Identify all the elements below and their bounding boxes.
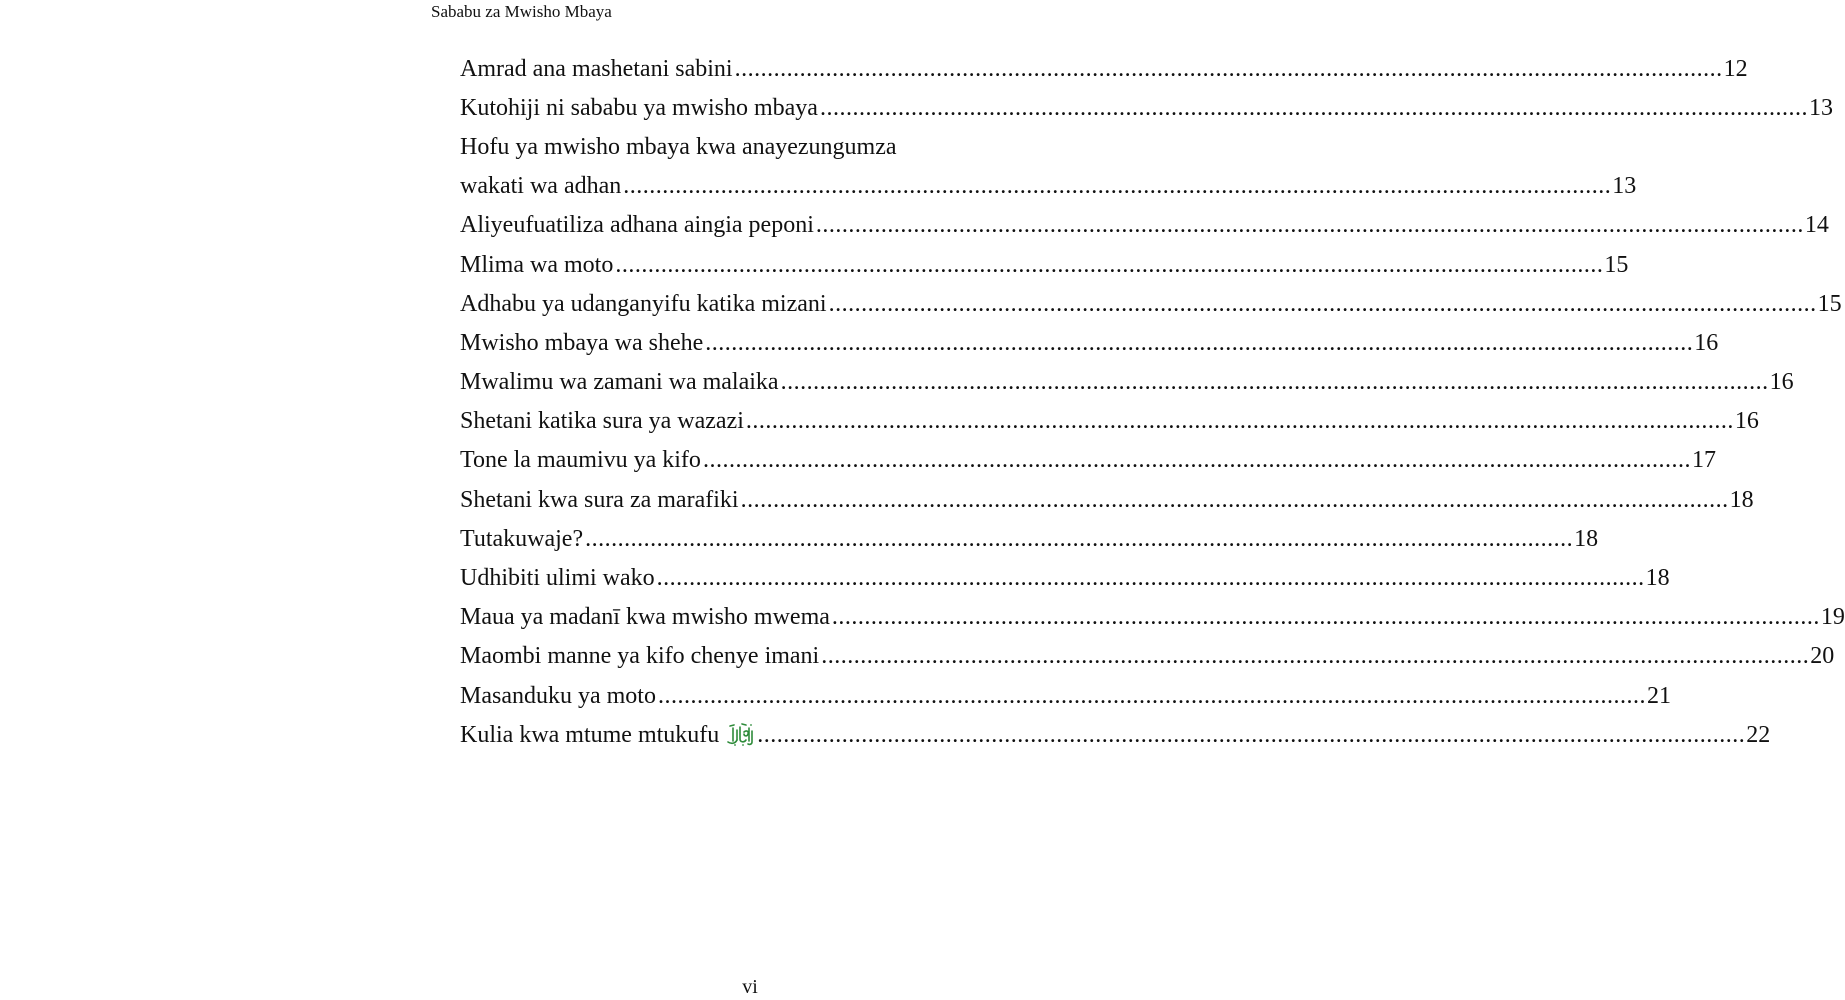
toc-entry[interactable] — [460, 598, 1845, 637]
toc-entry-page: 17 — [1691, 447, 1716, 474]
toc-entry-title: Kutohiji ni sababu ya mwisho mbaya — [460, 94, 818, 121]
toc-entry-page: 18 — [1574, 525, 1599, 552]
toc-entry-page: 13 — [1612, 173, 1637, 200]
toc-entry-title-text: Kulia kwa mtume mtukufu — [460, 721, 720, 748]
toc-entry-page: 14 — [1804, 212, 1829, 239]
toc-entry-title: Hofu ya mwisho mbaya kwa anayezungumza — [460, 133, 897, 160]
toc-entry-title: Adhabu ya udanganyifu katika mizani — [460, 290, 827, 317]
toc-entry[interactable] — [460, 715, 1771, 754]
toc-entry-page: 16 — [1694, 329, 1719, 356]
toc-leader-dots: ........................................................................................................................................................ — [656, 565, 1645, 592]
toc-entry-title: Tone la maumivu ya kifo — [460, 447, 701, 474]
toc-leader-dots: ........................................................................................................................................................ — [745, 408, 1734, 435]
toc-entry[interactable] — [460, 284, 1842, 323]
toc-leader-dots: ........................................................................................................................................................ — [757, 721, 1746, 748]
toc-leader-dots: ........................................................................................................................................................ — [705, 329, 1694, 356]
toc-entry-title-group — [460, 721, 755, 749]
toc-entry-first-line[interactable] — [460, 127, 1071, 166]
page-number: vi — [742, 976, 758, 998]
toc-leader-dots: ........................................................................................................................................................ — [734, 55, 1723, 82]
toc-entry-title: Aliyeufuatiliza adhana aingia peponi — [460, 212, 814, 239]
toc-entry-title: wakati wa adhan — [460, 173, 622, 200]
toc-leader-dots: ........................................................................................................................................................ — [657, 682, 1646, 709]
toc-entry-title: Maombi manne ya kifo chenye imani — [460, 643, 820, 670]
toc-entry-page: 19 — [1820, 604, 1845, 631]
toc-entry[interactable] — [460, 206, 1829, 245]
toc-entry-title: Mwisho mbaya wa shehe — [460, 329, 704, 356]
toc-entry-page: 13 — [1808, 94, 1833, 121]
toc-entry-title: Mwalimu wa zamani wa malaika — [460, 369, 779, 396]
toc-leader-dots: ........................................................................................................................................................ — [828, 290, 1817, 317]
toc-entry-page: 20 — [1810, 643, 1835, 670]
toc-entry-page: 18 — [1729, 486, 1754, 513]
toc-entry[interactable] — [460, 637, 1835, 676]
toc-entry-page: 12 — [1723, 55, 1748, 82]
toc-entry-page: 16 — [1769, 369, 1794, 396]
toc-leader-dots: ........................................................................................................................................................ — [815, 212, 1804, 239]
toc-entry[interactable] — [460, 676, 1671, 715]
toc-entry-title: Masanduku ya moto — [460, 682, 656, 709]
toc-entry-title: Tutakuwaje? — [460, 525, 584, 552]
toc-leader-dots: ........................................................................................................................................................ — [819, 94, 1808, 121]
toc-entry-title: Amrad ana mashetani sabini — [460, 55, 733, 82]
toc-entry-page: 16 — [1734, 408, 1759, 435]
toc-entry[interactable] — [460, 558, 1670, 597]
toc-leader-dots: ........................................................................................................................................................ — [585, 525, 1574, 552]
toc-entry-title: Mlima wa moto — [460, 251, 614, 278]
toc-leader-dots: ........................................................................................................................................................ — [615, 251, 1604, 278]
toc-leader-dots: ........................................................................................................................................................ — [623, 173, 1612, 200]
toc-entry-title: Shetani kwa sura za marafiki — [460, 486, 739, 513]
toc-entry[interactable] — [460, 88, 1833, 127]
toc-entry[interactable] — [460, 245, 1629, 284]
table-of-contents — [460, 49, 1845, 754]
toc-entry[interactable] — [460, 480, 1754, 519]
running-header: Sababu za Mwisho Mbaya — [431, 2, 612, 21]
toc-entry-title: Maua ya madanī kwa mwisho mwema — [460, 604, 830, 631]
toc-entry[interactable] — [460, 519, 1599, 558]
toc-entry-continuation[interactable] — [460, 167, 1637, 206]
toc-entry-title: Shetani katika sura ya wazazi — [460, 408, 744, 435]
toc-entry-title: Udhibiti ulimi wako — [460, 565, 655, 592]
toc-entry-page: 21 — [1646, 682, 1671, 709]
toc-entry-page: 22 — [1746, 721, 1771, 748]
toc-leader-dots: ........................................................................................................................................................ — [780, 369, 1769, 396]
toc-leader-dots: ........................................................................................................................................................ — [831, 604, 1820, 631]
arabic-honorific-icon — [725, 722, 755, 748]
toc-entry[interactable] — [460, 49, 1748, 88]
toc-entry[interactable] — [460, 402, 1759, 441]
toc-entry[interactable] — [460, 441, 1716, 480]
toc-entry-page: 15 — [1604, 251, 1629, 278]
toc-leader-dots: ........................................................................................................................................................ — [821, 643, 1810, 670]
toc-entry-page: 15 — [1817, 290, 1842, 317]
toc-entry-page: 18 — [1645, 565, 1670, 592]
toc-leader-dots: ........................................................................................................................................................ — [740, 486, 1729, 513]
toc-entry[interactable] — [460, 323, 1719, 362]
toc-entry[interactable] — [460, 363, 1794, 402]
toc-leader-dots: ........................................................................................................................................................ — [702, 447, 1691, 474]
